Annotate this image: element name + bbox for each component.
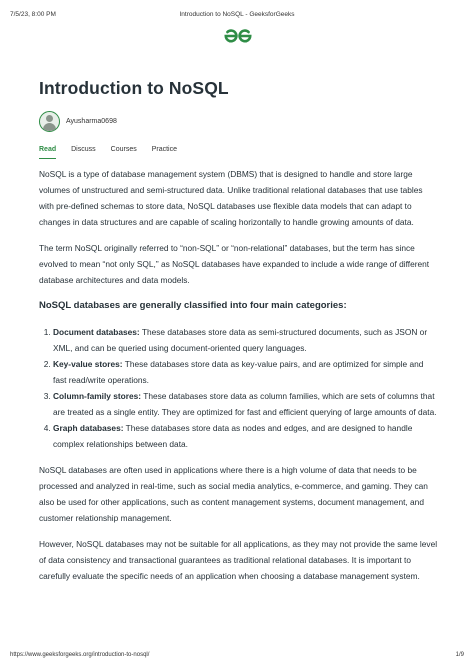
tab-courses[interactable]: Courses (110, 146, 137, 153)
category-description: These databases store data as nodes and edges, and are designed to handle complex relationships between data. (53, 423, 413, 449)
print-date: 7/5/23, 8:00 PM (10, 11, 56, 18)
print-page-title: Introduction to NoSQL - GeeksforGeeks (179, 11, 295, 18)
page-number: 1/9 (455, 652, 464, 658)
intro-paragraph: NoSQL is a type of database management system (DBMS) that is designed to handle and store large volumes of unstructured and semi-structured data. Unlike traditional relational databases that use tables with pre-defined schemas to store data, NoSQL databases use flexible data models that can adapt to changes in data structures and are capable of scaling horizontally to handle growing amounts of data. (39, 169, 423, 227)
tab-practice[interactable]: Practice (151, 146, 178, 153)
list-item (53, 420, 439, 452)
tab-discuss[interactable]: Discuss (71, 146, 96, 153)
category-term: Document databases: (53, 327, 140, 337)
use-cases-paragraph: NoSQL databases are often used in applications where there is a high volume of data that needs to be processed and analyzed in real-time, such as social media analytics, e-commerce, and gaming. They can also be used for other applications, such as content management systems, document management, and customer relationship management. (39, 465, 428, 523)
term-origin-paragraph: The term NoSQL originally referred to “non-SQL” or “non-relational” databases, but the term has since evolved to mean “not only SQL,” as NoSQL databases have expanded to include a wide range of different database architectures and data models. (39, 243, 430, 285)
list-item (53, 356, 439, 388)
print-footer (10, 652, 464, 662)
category-description: These databases store data as semi-structured documents, such as JSON or XML, and can be queried using document-oriented query languages. (53, 327, 428, 353)
category-description: These databases store data as column families, which are sets of columns that are treated as a single entity. They are optimized for fast and efficient querying of large amounts of data. (53, 391, 437, 417)
tab-read[interactable]: Read (39, 146, 56, 159)
category-description: These databases store data as key-value pairs, and are optimized for simple and fast read/write operations. (53, 359, 424, 385)
gfg-logo-icon[interactable] (223, 28, 253, 44)
print-header (10, 11, 464, 21)
categories-list (39, 324, 439, 452)
print-url: https://www.geeksforgeeks.org/introduction-to-nosql/ (10, 652, 150, 658)
list-item (53, 388, 439, 420)
article-content (39, 166, 439, 594)
categories-heading: NoSQL databases are generally classified into four main categories: (39, 300, 347, 311)
article-tabs (39, 146, 192, 159)
author-name[interactable]: Ayusharma0698 (66, 117, 117, 125)
category-term: Key-value stores: (53, 359, 123, 369)
list-item (53, 324, 439, 356)
category-term: Column-family stores: (53, 391, 142, 401)
limitations-paragraph: However, NoSQL databases may not be suitable for all applications, as they may not provide the same level of data consistency and transactional guarantees as traditional relational databases. It is important to carefully evaluate the specific needs of an application when choosing a database management system. (39, 539, 438, 581)
avatar[interactable] (39, 111, 60, 132)
author-block[interactable] (39, 109, 117, 133)
category-term: Graph databases: (53, 423, 124, 433)
article-title: Introduction to NoSQL (39, 78, 229, 98)
